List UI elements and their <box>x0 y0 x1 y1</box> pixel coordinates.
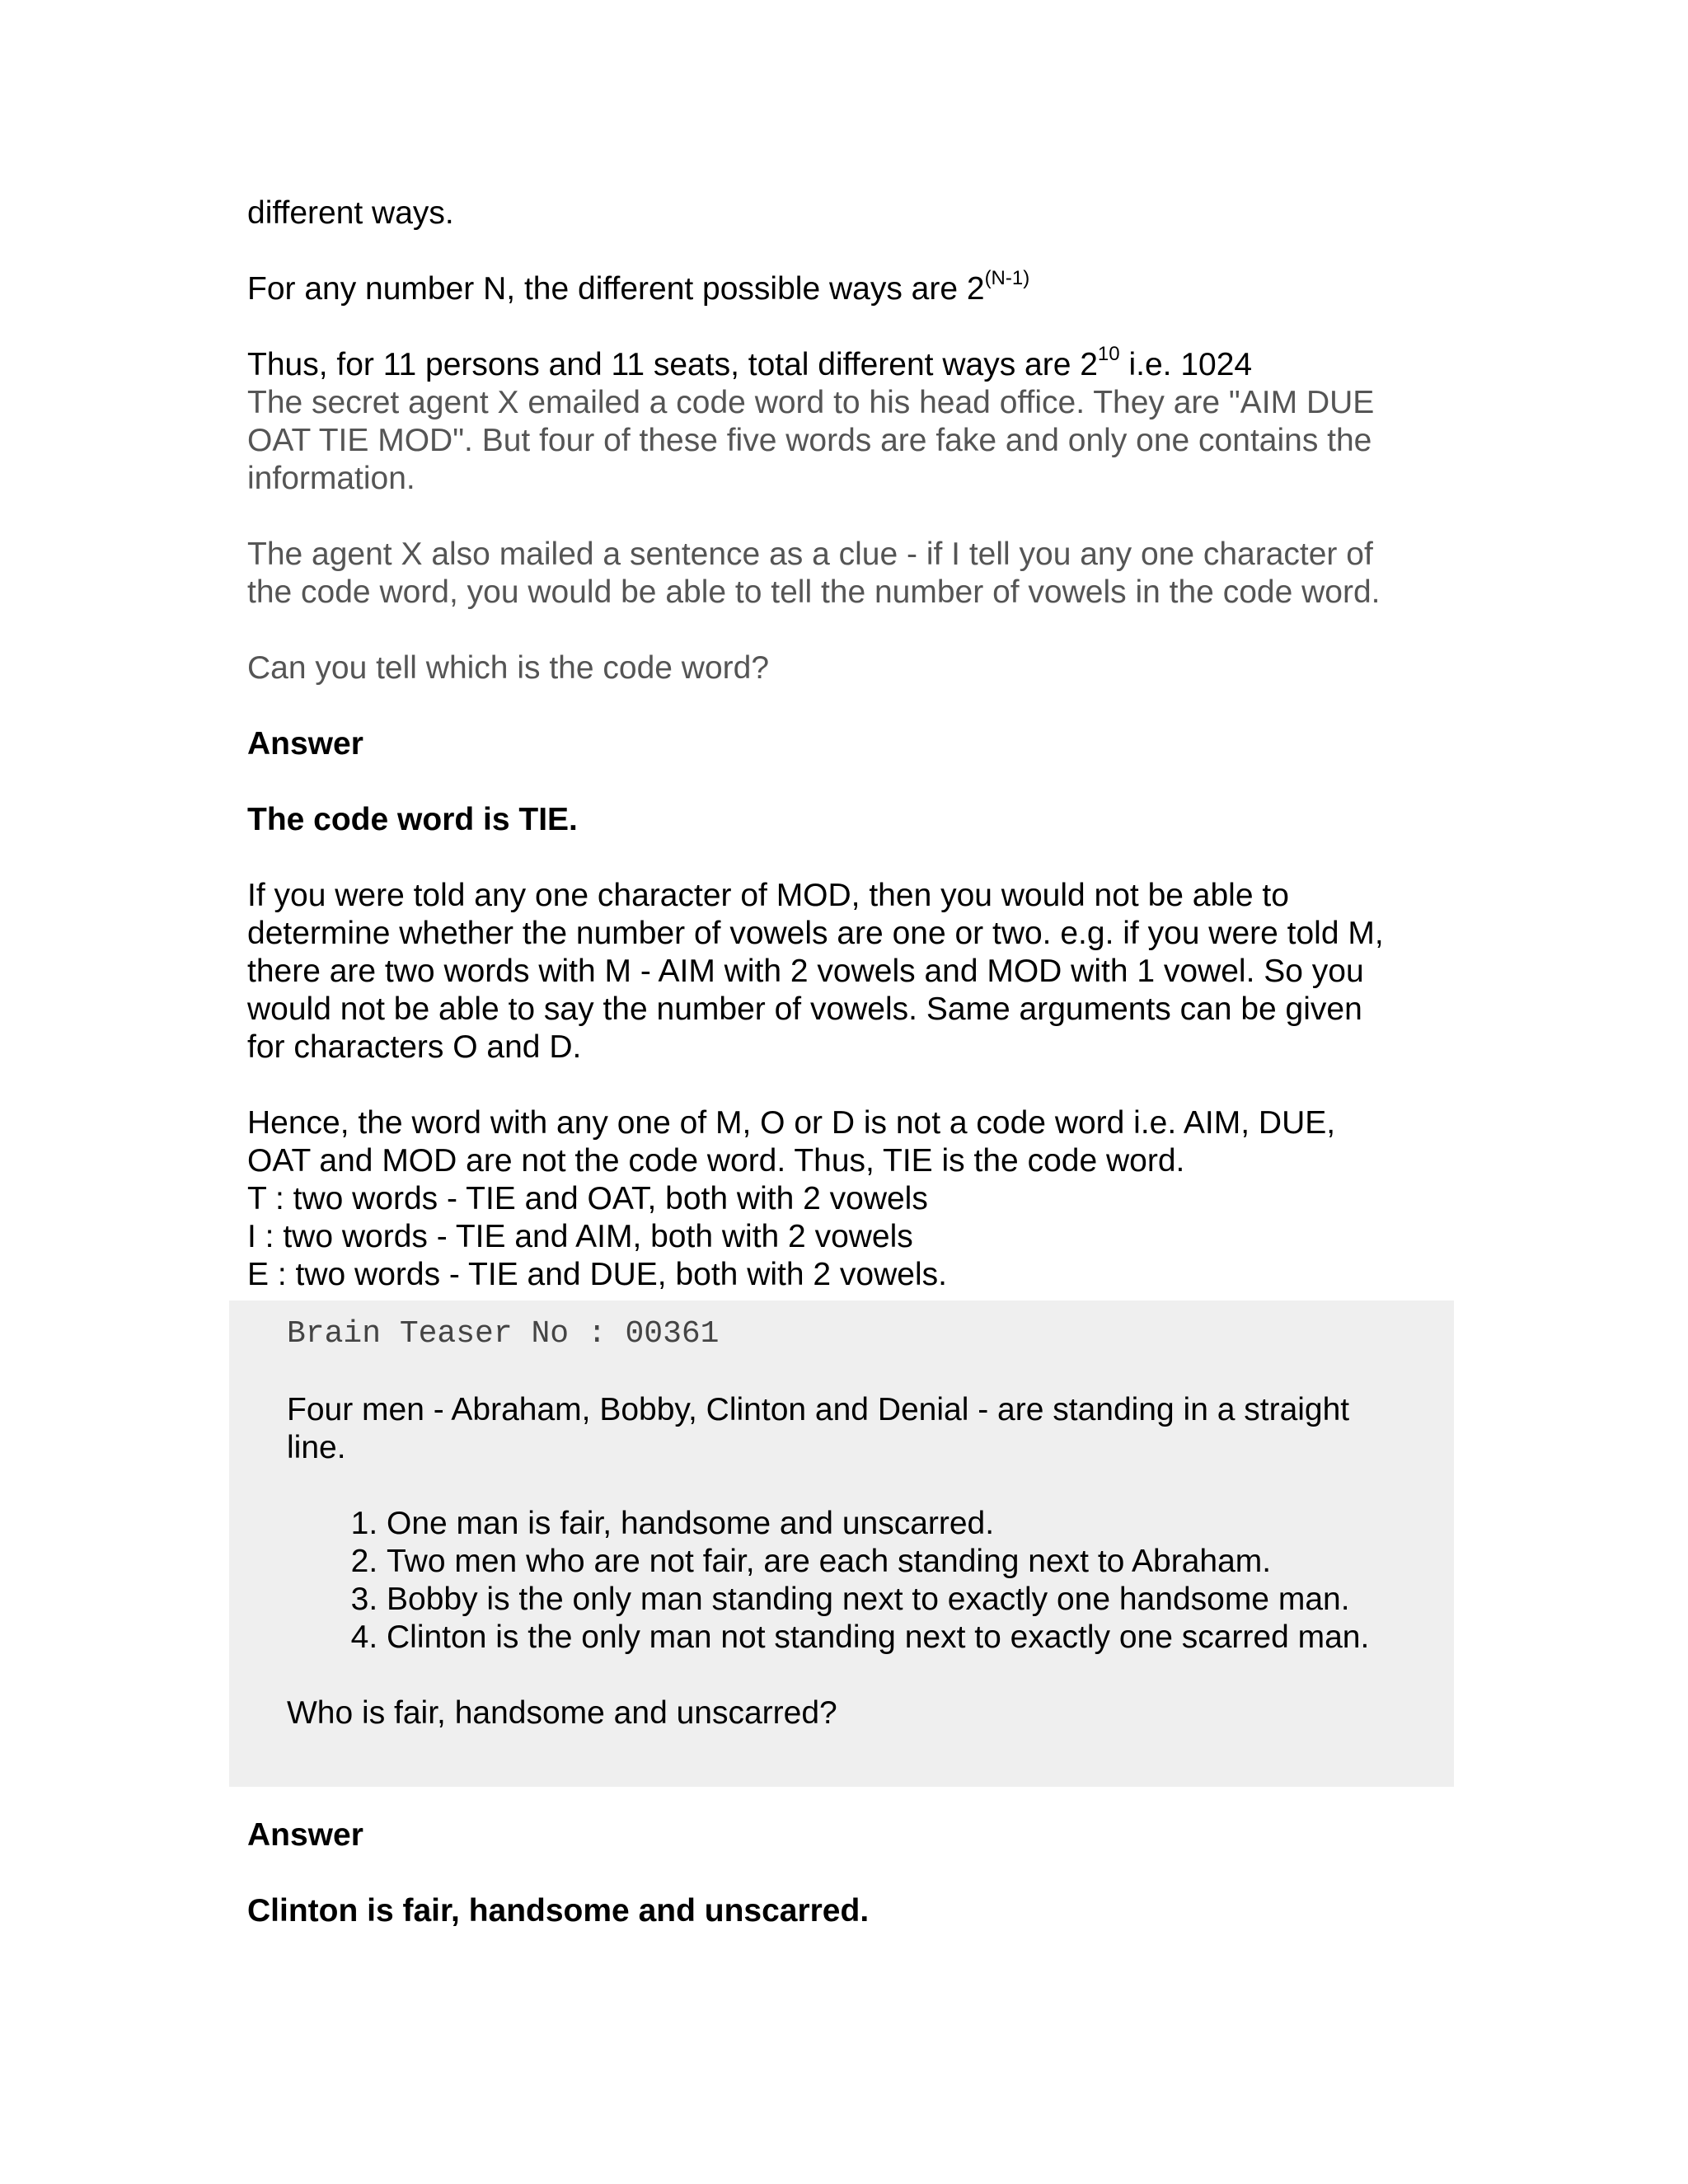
clue-item: 3. Bobby is the only man standing next to exactly one handsome man. <box>387 1581 1507 1619</box>
formula-exponent: (N-1) <box>984 267 1030 289</box>
result-value: i.e. 1024 <box>1119 347 1253 382</box>
result-text <box>247 343 1434 384</box>
conclusion-line: E : two words - TIE and DUE, both with 2 vowels. <box>247 1257 947 1292</box>
question-line: OAT TIE MOD". But four of these five words are fake and only one contains the <box>247 423 1372 458</box>
clue-line: The agent X also mailed a sentence as a clue - if I tell you any one character of <box>247 537 1373 572</box>
formula-text <box>247 267 1434 308</box>
clue-item: 1. One man is fair, handsome and unscarred. <box>387 1505 1507 1543</box>
answer-heading-361: Answer <box>247 1817 363 1853</box>
clue-item: 4. Clinton is the only man not standing next to exactly one scarred man. <box>387 1619 1507 1657</box>
formula-main: For any number N, the different possible ways are 2 <box>247 271 985 307</box>
intro-line: Four men - Abraham, Bobby, Clinton and Denial - are standing in a straight <box>287 1392 1350 1427</box>
answer-heading: Answer <box>247 726 363 762</box>
clue-list <box>326 1505 1507 1657</box>
result-exponent: 10 <box>1097 343 1120 365</box>
answer-conclusion <box>247 1104 1434 1294</box>
teaser-clue <box>247 536 1434 612</box>
answer-statement: The code word is TIE. <box>247 802 578 837</box>
answer-statement-361: Clinton is fair, handsome and unscarred. <box>247 1893 870 1929</box>
teaser-question <box>247 384 1434 498</box>
explanation-line: would not be able to say the number of vowels. Same arguments can be given <box>247 991 1362 1027</box>
teaser-ask: Can you tell which is the code word? <box>247 650 770 686</box>
clue-item: 2. Two men who are not fair, are each standing next to Abraham. <box>387 1543 1507 1581</box>
explanation-line: there are two words with M - AIM with 2 vowels and MOD with 1 vowel. So you <box>247 954 1364 989</box>
intro-line: line. <box>287 1430 346 1465</box>
explanation-line: If you were told any one character of MOD, then you would not be able to <box>247 878 1289 913</box>
teaser-number-header: Brain Teaser No : 00361 <box>287 1316 720 1352</box>
conclusion-line: Hence, the word with any one of M, O or D is not a code word i.e. AIM, DUE, <box>247 1105 1336 1141</box>
teaser-intro <box>287 1391 1441 1467</box>
clue-line: the code word, you would be able to tell the number of vowels in the code word. <box>247 574 1381 610</box>
answer-explanation <box>247 877 1434 1066</box>
teaser-question-361: Who is fair, handsome and unscarred? <box>287 1695 837 1731</box>
conclusion-line: I : two words - TIE and AIM, both with 2 vowels <box>247 1219 913 1254</box>
intro-end-text: different ways. <box>247 195 454 231</box>
result-main: Thus, for 11 persons and 11 seats, total different ways are 2 <box>247 347 1098 382</box>
conclusion-line: T : two words - TIE and OAT, both with 2 vowels <box>247 1181 928 1216</box>
question-line: information. <box>247 461 415 496</box>
explanation-line: determine whether the number of vowels are one or two. e.g. if you were told M, <box>247 916 1384 951</box>
explanation-line: for characters O and D. <box>247 1029 582 1065</box>
conclusion-line: OAT and MOD are not the code word. Thus, TIE is the code word. <box>247 1143 1185 1179</box>
question-line: The secret agent X emailed a code word to his head office. They are "AIM DUE <box>247 385 1375 420</box>
